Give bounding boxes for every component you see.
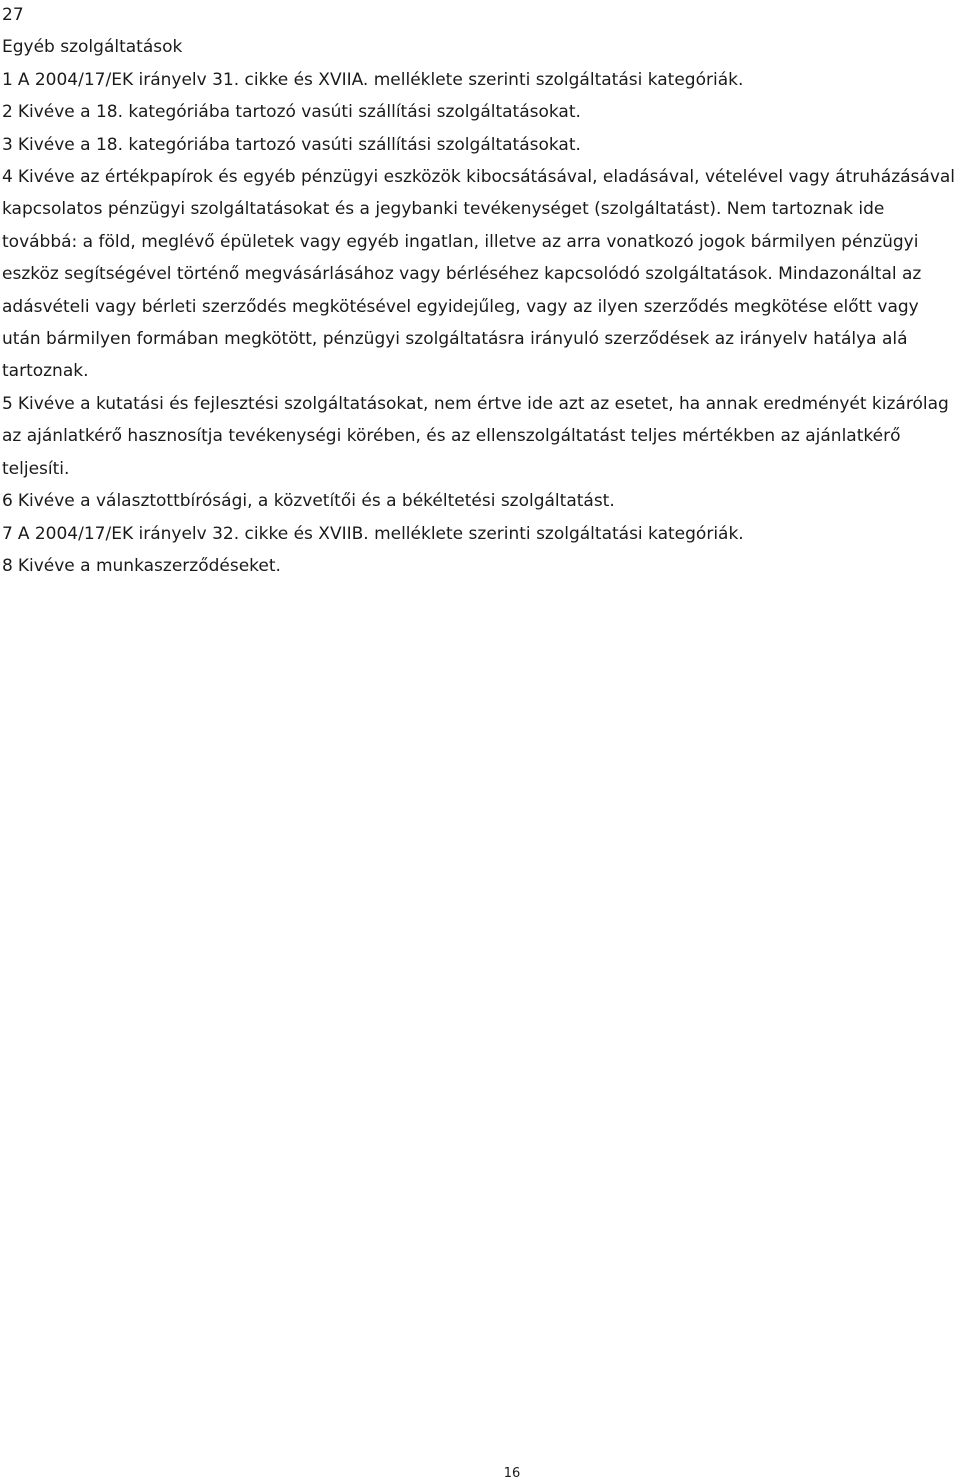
footnote-8 bbox=[2, 550, 958, 582]
footnote-number: 3 bbox=[2, 134, 13, 155]
footnote-3 bbox=[2, 129, 958, 161]
footnote-text: Kivéve a 18. kategóriába tartozó vasúti szállítási szolgáltatásokat. bbox=[17, 102, 581, 123]
footnote-text: Kivéve a választottbírósági, a közvetítői és a békéltetési szolgáltatást. bbox=[17, 491, 615, 512]
footnote-number: 7 bbox=[2, 523, 13, 544]
footnote-2 bbox=[2, 96, 958, 128]
footnote-number: 1 bbox=[2, 69, 13, 90]
footnote-number: 5 bbox=[2, 393, 13, 414]
footnote-text: A 2004/17/EK irányelv 31. cikke és XVIIA. melléklete szerinti szolgáltatási kategóriák. bbox=[17, 69, 744, 90]
footnote-6 bbox=[2, 485, 958, 517]
footnote-text: Kivéve a 18. kategóriába tartozó vasúti szállítási szolgáltatásokat. bbox=[17, 134, 581, 155]
section-title: Egyéb szolgáltatások bbox=[2, 37, 183, 58]
footnote-text: Kivéve a kutatási és fejlesztési szolgáltatásokat, nem értve ide azt az esetet, ha annak eredményét kizárólag az ajánlatkérő hasznosítja tevékenységi körében, és az ellenszolgáltatást teljes mértékben az ajánlatkérő teljesíti. bbox=[2, 393, 949, 479]
footnote-5 bbox=[2, 388, 958, 485]
page-number: 16 bbox=[503, 1466, 521, 1481]
footnote-text: Kivéve a munkaszerződéseket. bbox=[17, 555, 281, 576]
document-body bbox=[2, 0, 958, 582]
footnote-number: 4 bbox=[2, 167, 13, 188]
footnote-number: 8 bbox=[2, 555, 13, 576]
footnote-number: 6 bbox=[2, 491, 13, 512]
footnote-4 bbox=[2, 161, 958, 388]
footnote-7 bbox=[2, 518, 958, 550]
section-number: 27 bbox=[2, 5, 24, 25]
footnote-text: A 2004/17/EK irányelv 32. cikke és XVIIB. melléklete szerinti szolgáltatási kategóriák. bbox=[17, 523, 744, 544]
footnote-1 bbox=[2, 64, 958, 96]
footnote-number: 2 bbox=[2, 102, 13, 123]
footnote-text: Kivéve az értékpapírok és egyéb pénzügyi eszközök kibocsátásával, eladásával, vételével vagy átruházásával kapcsolatos pénzügyi szolgáltatásokat és a jegybanki tevékenységet (szolgáltatást). Nem tartoznak ide továbbá: a föld, meglévő épületek vagy egyéb ingatlan, illetve az arra vonatkozó jogok bármilyen pénzügyi eszköz segítségével történő megvásárlásához vagy bérléséhez kapcsolódó szolgáltatások. Mindazonáltal az adásvételi vagy bérleti szerződés megkötésével egyidejűleg, vagy az ilyen szerződés megkötése előtt vagy után bármilyen formában megkötött, pénzügyi szolgáltatásra irányuló szerződések az irányelv hatálya alá tartoznak. bbox=[2, 167, 956, 382]
